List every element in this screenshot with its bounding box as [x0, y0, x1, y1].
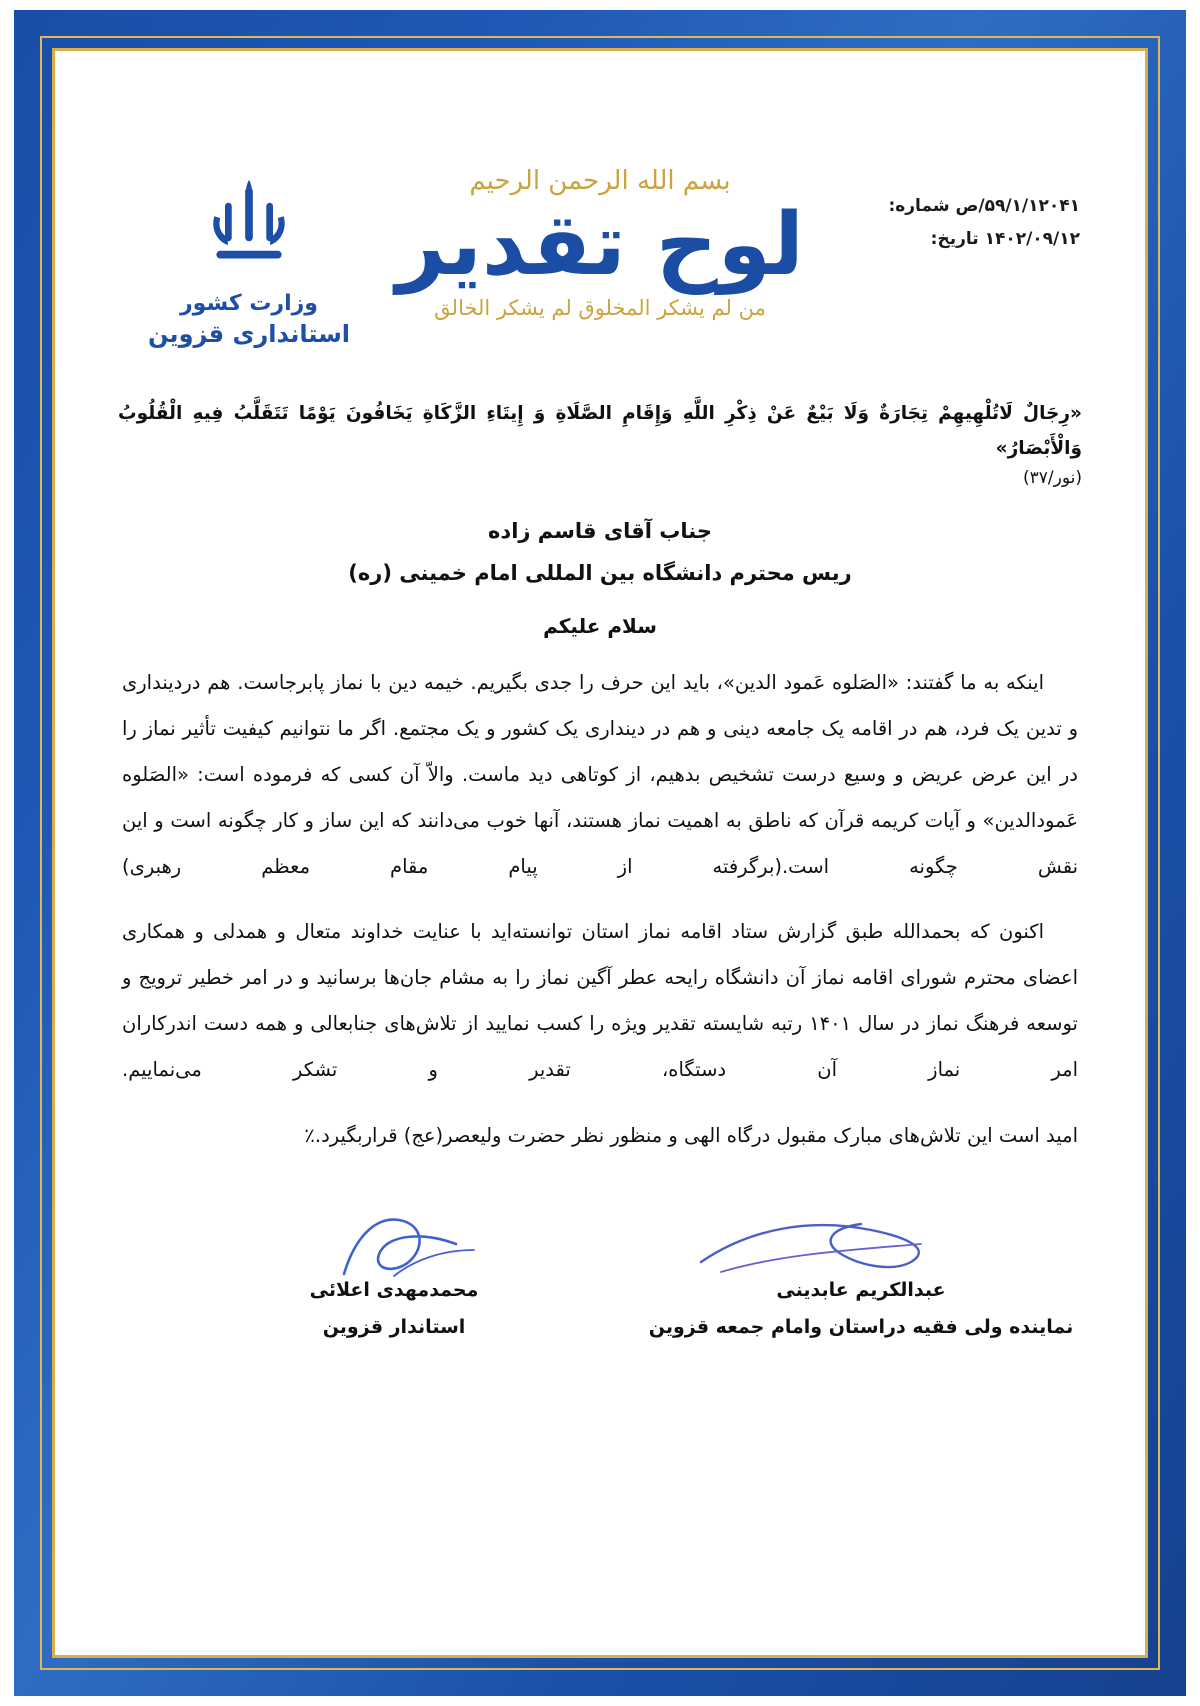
handwritten-signature-mark-right — [646, 1210, 1076, 1280]
greeting-text: سلام علیکم — [543, 614, 657, 639]
certificate-header — [114, 82, 1086, 382]
body-paragraph-3: امید است این تلاش‌های مبارک مقبول درگاه الهی و منظور نظر حضرت ولیعصر(عج) قراربگیرد.٪ — [304, 1123, 1078, 1147]
title-subtext: من لم یشکر المخلوق لم یشکر الخالق — [434, 296, 766, 321]
body-paragraph-1: اینکه به ما گفتند: «الصَلوه عَمود الدین»، باید این حرف را جدی بگیریم. خیمه دین با نماز پابرجاست. هم دردینداری و تدین یک فرد، هم در اقامه یک جامعه دینی و هم در دینداری یک کشور و یک مجتمع. اگر ما نتوانیم کیفیت تأثیر نماز را در این عرض عریض و وسیع درست تشخیص بدهیم، از کوتاهی دید ماست. والاّ آن کسی که فرموده است: «الصَلوه عَمودالدین» و آیات کریمه قرآن که ناطق به اهمیت نماز هستند، آنها خوب می‌دانند که این ساز و کار چگونه است و این نقش چگونه است.(برگرفته از پیام مقام معظم رهبری) — [122, 671, 1078, 878]
signature-right — [646, 1272, 1076, 1344]
signature-left — [184, 1272, 604, 1344]
signature-area — [114, 1204, 1086, 1354]
organization-province: استانداری قزوین — [147, 320, 351, 349]
body-paragraph-2: اکنون که بحمدالله طبق گزارش ستاد اقامه نماز استان توانسته‌اید با عنایت خداوند متعال و همدلی و همکاری اعضای محترم شورای اقامه نماز آن دانشگاه رایحه عطر آگین نماز را به مشام جان‌ها برسانید و در امر خطیر ترویج و توسعه فرهنگ نماز در سال ۱۴۰۱ رتبه شایسته تقدیر ویژه را کسب نمایید از تلاش‌های جنابعالی و همه دست اندرکاران امر نماز آن دستگاه، تقدیر و تشکر می‌نماییم. — [122, 920, 1078, 1081]
page-title: لوح تقدیر — [396, 195, 804, 295]
addressee-block — [114, 510, 1086, 594]
addressee-title: ریس محترم دانشگاه بین المللی امام خمینی (ره) — [348, 561, 852, 586]
signature-right-title: نماینده ولی فقیه دراستان وامام جمعه قزوین — [648, 1315, 1074, 1338]
document-number-value: ۵۹/۱/۱۲۰۴۱/ص — [955, 196, 1080, 216]
quran-verse: «رِجَالٌ لَاتُلْهِیهِمْ تِجَارَةٌ وَلَا بَیْعٌ عَنْ ذِكْرِ اللَّهِ وَإِقَامِ الصَّلَاةِ وَ إِیتَاءِ الزَّكَاةِ یَخَافُونَ یَوْمًا تَتَقَلَّبُ فِیهِ الْقُلُوبُ وَالْأَبْصَارُ» — [118, 403, 1082, 460]
addressee-name: جناب آقای قاسم زاده — [488, 519, 712, 544]
quran-verse-source: (نور/۳۷) — [1023, 468, 1082, 489]
signature-right-name: عبدالکریم عابدینی — [776, 1279, 946, 1302]
basmala-text: بسم الله الرحمن الرحیم — [469, 166, 731, 196]
certificate-content — [70, 66, 1130, 1640]
document-number-label: شماره: — [888, 196, 950, 216]
iran-emblem-icon — [144, 174, 354, 281]
document-date-label: تاریخ: — [930, 229, 979, 250]
organization-emblem — [144, 174, 354, 348]
signature-left-name: محمدمهدی اعلائی — [309, 1279, 479, 1302]
handwritten-signature-mark-left — [184, 1210, 604, 1280]
organization-ministry: وزارت کشور — [180, 291, 318, 317]
signature-left-title: استاندار قزوین — [322, 1315, 466, 1338]
document-date-value: ۱۴۰۲/۰۹/۱۲ — [984, 229, 1080, 250]
